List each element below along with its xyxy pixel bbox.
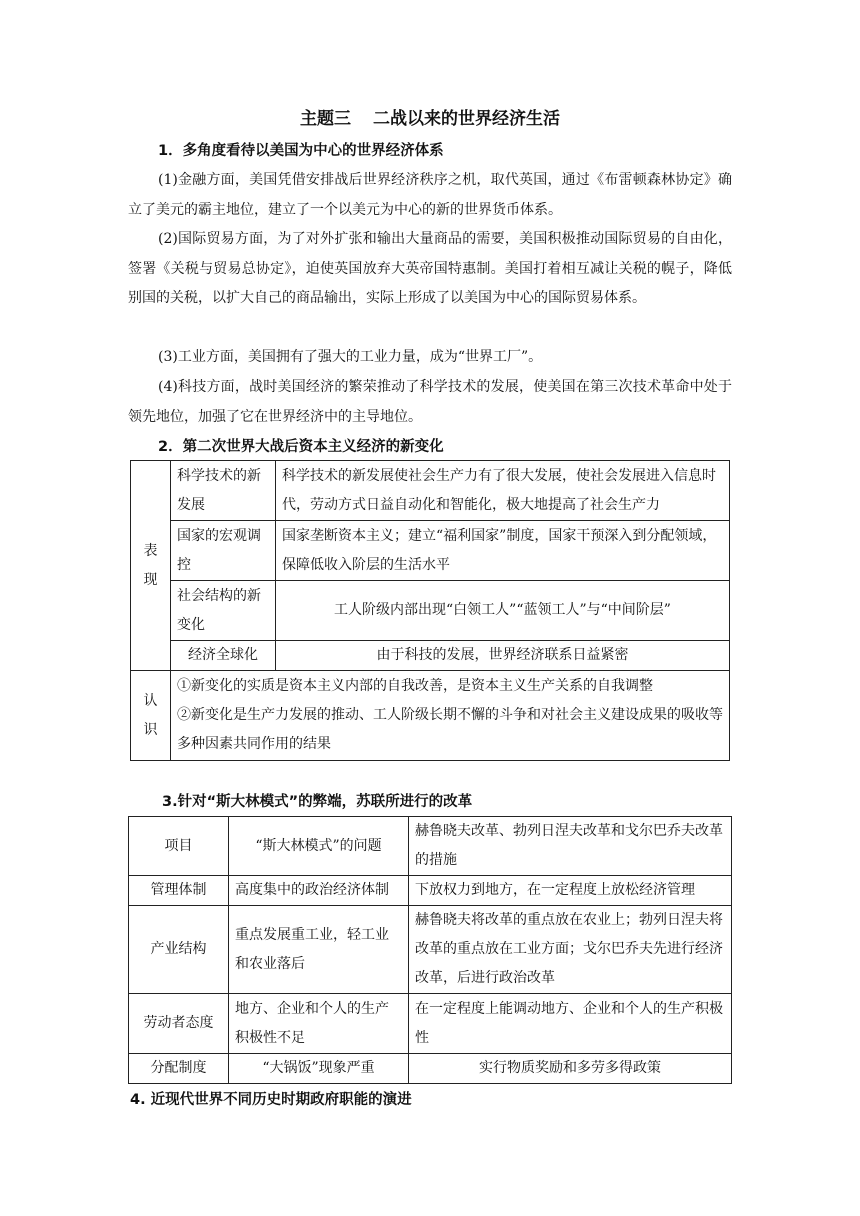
table-cell: 重点发展重工业，轻工业和农业落后	[229, 906, 409, 994]
group-label-performance: 表现	[131, 461, 171, 671]
table-row	[129, 876, 732, 906]
capitalism-changes-table	[130, 460, 730, 761]
section1-paragraph-2: (2)国际贸易方面，为了对外扩张和输出大量商品的需要，美国积极推动国际贸易的自由化，签署《关税与贸易总协定》，迫使英国放弃大英帝国特惠制。美国打着相互减让关税的幌子，降低别国的关税，以扩大自己的商品输出，实际上形成了以美国为中心的国际贸易体系。	[128, 231, 732, 306]
row-desc: 国家垄断资本主义；建立“福利国家”制度，国家干预深入到分配领域，保障低收入阶层的生活水平	[276, 521, 730, 581]
table-row	[129, 1054, 732, 1084]
recognition-cell	[171, 671, 730, 761]
row-desc: 工人阶级内部出现“白领工人”“蓝领工人”与“中间阶层”	[276, 581, 730, 641]
section1-paragraph-3: (3)工业方面，美国拥有了强大的工业力量，成为“世界工厂”。	[158, 349, 543, 365]
table-cell: 实行物质奖励和多劳多得政策	[409, 1054, 732, 1084]
table-cell: 分配制度	[129, 1054, 229, 1084]
table-row	[129, 994, 732, 1054]
recognition-point-2: ②新变化是生产力发展的推动、工人阶级长期不懈的斗争和对社会主义建设成果的吸收等多种因素共同作用的结果	[177, 707, 723, 752]
section2-heading: 2．第二次世界大战后资本主义经济的新变化	[158, 439, 444, 455]
table-cell: 地方、企业和个人的生产积极性不足	[229, 994, 409, 1054]
row-desc: 由于科技的发展，世界经济联系日益紧密	[276, 641, 730, 671]
group-label-recognition: 认识	[131, 671, 171, 761]
table-row	[129, 906, 732, 994]
row-item: 国家的宏观调控	[171, 521, 276, 581]
recognition-point-1: ①新变化的实质是资本主义内部的自我改善，是资本主义生产关系的自我调整	[177, 678, 653, 694]
table-cell: “大锅饭”现象严重	[229, 1054, 409, 1084]
column-header: “斯大林模式”的问题	[229, 817, 409, 876]
row-desc: 科学技术的新发展使社会生产力有了很大发展，使社会发展进入信息时代，劳动方式日益自动化和智能化，极大地提高了社会生产力	[276, 461, 730, 521]
row-item: 科学技术的新发展	[171, 461, 276, 521]
section1-paragraph-1: (1)金融方面，美国凭借安排战后世界经济秩序之机，取代英国，通过《布雷顿森林协定》确立了美元的霸主地位，建立了一个以美元为中心的新的世界货币体系。	[128, 172, 732, 218]
table-row	[131, 641, 730, 671]
section1-paragraph-4: (4)科技方面，战时美国经济的繁荣推动了科学技术的发展，使美国在第三次技术革命中处于领先地位，加强了它在世界经济中的主导地位。	[128, 379, 732, 425]
title-part1: 主题三	[300, 109, 351, 129]
section4-heading: 4. 近现代世界不同历史时期政府职能的演进	[130, 1092, 412, 1108]
table-row	[131, 461, 730, 521]
table-cell: 在一定程度上能调动地方、企业和个人的生产积极性	[409, 994, 732, 1054]
row-item: 经济全球化	[171, 641, 276, 671]
table-cell: 下放权力到地方，在一定程度上放松经济管理	[409, 876, 732, 906]
section3-heading: 3.针对“斯大林模式”的弊端，苏联所进行的改革	[162, 794, 473, 810]
title-part2: 二战以来的世界经济生活	[373, 109, 560, 129]
row-item: 社会结构的新变化	[171, 581, 276, 641]
table-cell: 赫鲁晓夫将改革的重点放在农业上；勃列日涅夫将改革的重点放在工业方面；戈尔巴乔夫先进行经济改革，后进行政治改革	[409, 906, 732, 994]
table-header-row	[129, 817, 732, 876]
soviet-reform-table	[128, 816, 732, 1084]
section1-heading: 1．多角度看待以美国为中心的世界经济体系	[158, 143, 444, 159]
column-header: 赫鲁晓夫改革、勃列日涅夫改革和戈尔巴乔夫改革的措施	[409, 817, 732, 876]
table-cell: 管理体制	[129, 876, 229, 906]
table-row	[131, 671, 730, 761]
table-cell: 高度集中的政治经济体制	[229, 876, 409, 906]
table-row	[131, 521, 730, 581]
table-cell: 产业结构	[129, 906, 229, 994]
column-header: 项目	[129, 817, 229, 876]
table-cell: 劳动者态度	[129, 994, 229, 1054]
page-title	[0, 104, 860, 129]
table-row	[131, 581, 730, 641]
